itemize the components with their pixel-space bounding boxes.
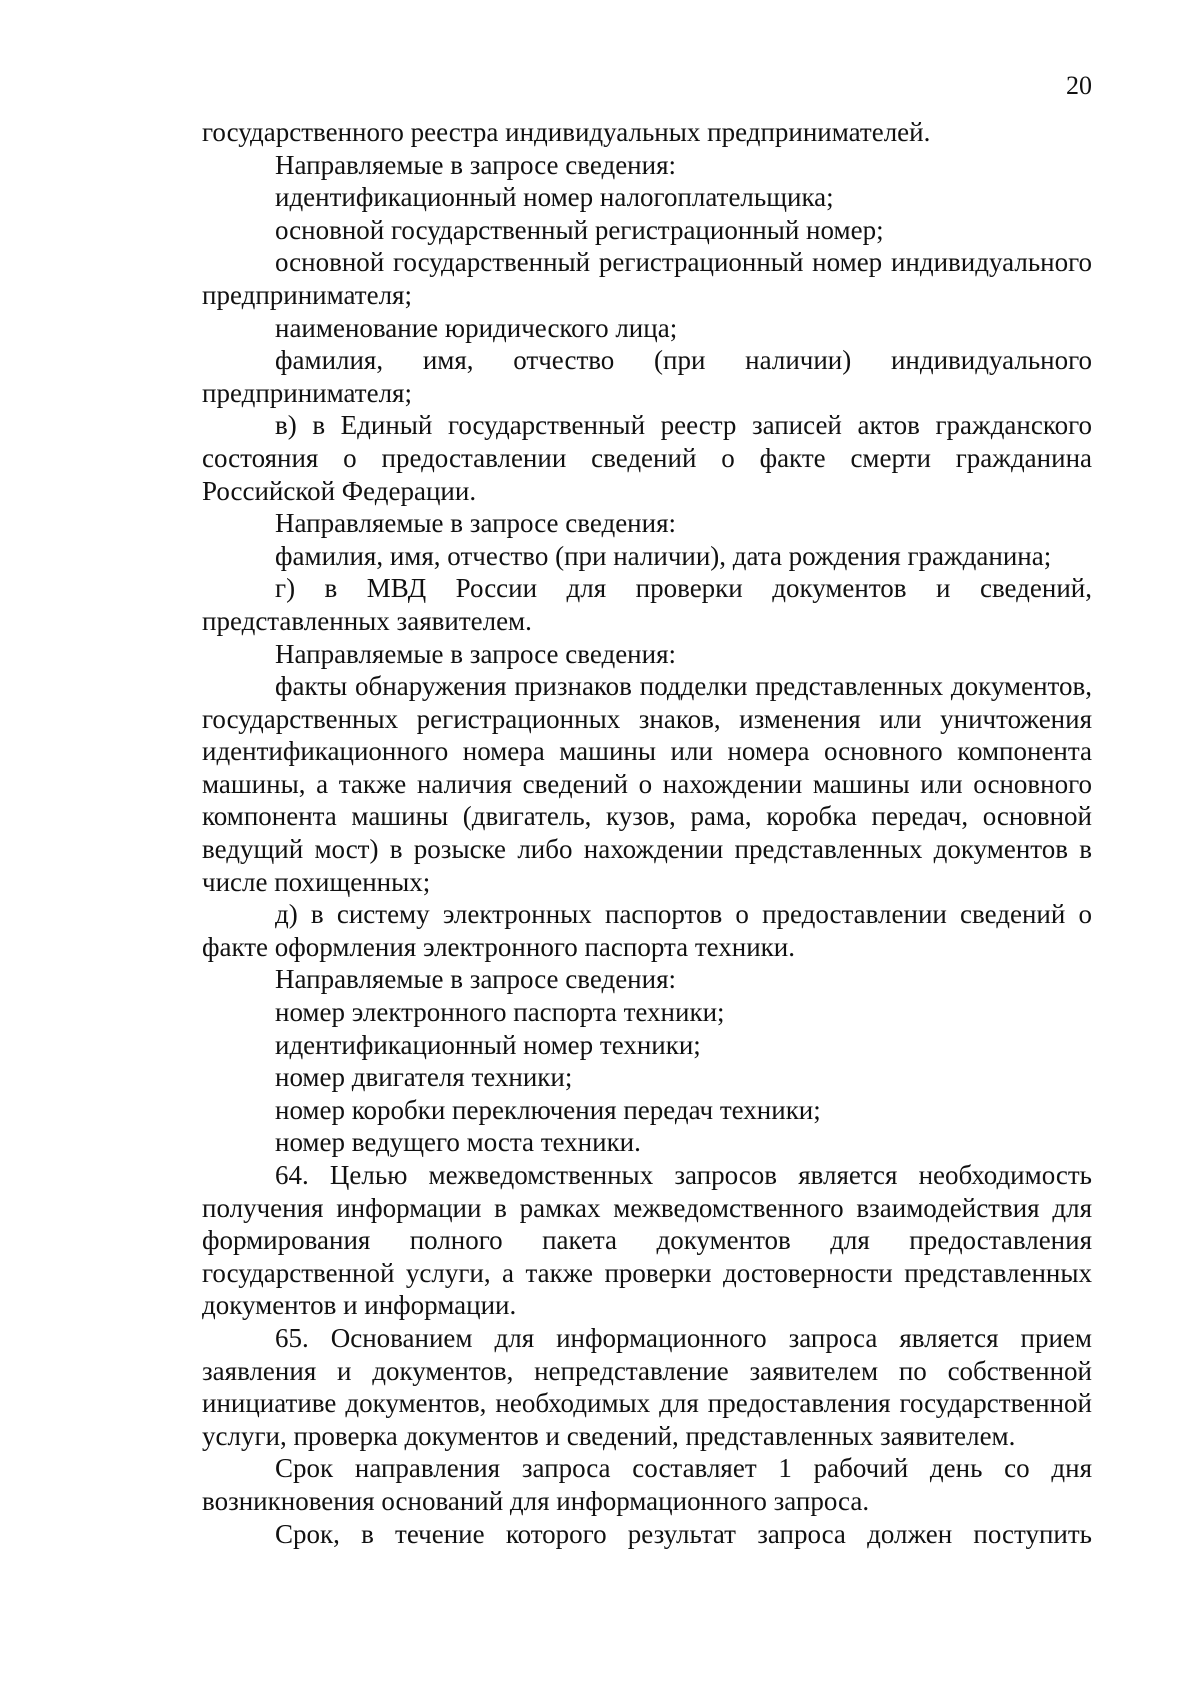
paragraph: в) в Единый государственный реестр записей актов гражданского состояния о предоставлении сведений о факте смерти гражданина Российской Федерации. [202, 410, 1092, 506]
paragraph: номер ведущего моста техники. [275, 1127, 641, 1158]
paragraph: факты обнаружения признаков подделки представленных документов, государственных регистрационных знаков, изменения или уничтожения идентификационного номера машины или номера основного компонента машины, а также наличия сведений о нахождении машины или основного компонента машины (двигатель, кузов, рама, коробка передач, основной ведущий мост) в розыске либо нахождении представленных документов в числе похищенных; [202, 671, 1092, 897]
paragraph: Направляемые в запросе сведения: [275, 638, 676, 669]
paragraph: Направляемые в запросе сведения: [275, 964, 676, 995]
paragraph: идентификационный номер налогоплательщика; [275, 182, 834, 213]
paragraph: Срок, в течение которого результат запроса должен поступить [275, 1518, 1092, 1549]
paragraph: д) в систему электронных паспортов о предоставлении сведений о факте оформления электронного паспорта техники. [202, 899, 1092, 962]
paragraph: фамилия, имя, отчество (при наличии), дата рождения гражданина; [275, 540, 1052, 571]
paragraph: Срок направления запроса составляет 1 рабочий день со дня возникновения оснований для информационного запроса. [202, 1453, 1092, 1516]
paragraph: г) в МВД России для проверки документов и сведений, представленных заявителем. [202, 573, 1092, 636]
paragraph: основной государственный регистрационный номер индивидуального предпринимателя; [202, 247, 1092, 310]
paragraph: Направляемые в запросе сведения: [275, 149, 676, 180]
paragraph: номер электронного паспорта техники; [275, 997, 725, 1028]
paragraph: основной государственный регистрационный номер; [275, 214, 884, 245]
paragraph: номер двигателя техники; [275, 1062, 573, 1093]
paragraph: фамилия, имя, отчество (при наличии) индивидуального предпринимателя; [202, 345, 1092, 408]
paragraph: Направляемые в запросе сведения: [275, 508, 676, 539]
paragraph: наименование юридического лица; [275, 312, 678, 343]
paragraph: 64. Целью межведомственных запросов является необходимость получения информации в рамках межведомственного взаимодействия для формирования полного пакета документов для предоставления государственной услуги, а также проверки достоверности представленных документов и информации. [202, 1160, 1092, 1321]
paragraph: идентификационный номер техники; [275, 1029, 701, 1060]
document-body [202, 116, 1092, 1550]
paragraph: 65. Основанием для информационного запроса является прием заявления и документов, непредставление заявителем по собственной инициативе документов, необходимых для предоставления государственной услуги, проверка документов и сведений, представленных заявителем. [202, 1322, 1092, 1451]
paragraph: государственного реестра индивидуальных предпринимателей. [202, 117, 931, 147]
page-number: 20 [1066, 71, 1092, 100]
paragraph: номер коробки переключения передач техники; [275, 1094, 821, 1125]
